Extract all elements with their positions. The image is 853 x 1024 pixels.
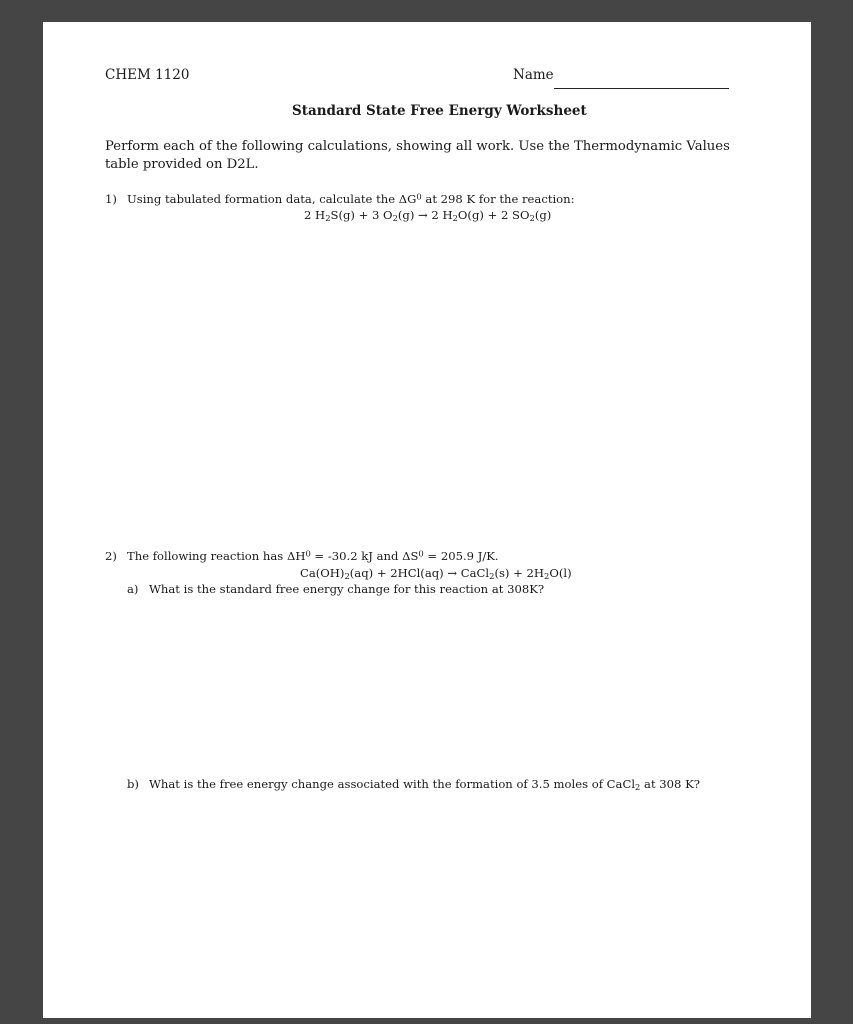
question-2b-label: b) <box>127 777 139 791</box>
name-label: Name <box>513 67 554 83</box>
question-2-equation: $Ca(OH)_2(aq) + 2HCl(aq)$ → CaCl$_2$(s) + $2H_2O(l)$ <box>300 566 572 582</box>
question-1-text: Using tabulated formation data, calculate the $\Delta G^0$ at 298 K for the reaction: <box>127 191 575 206</box>
worksheet-page <box>43 22 811 1018</box>
question-2-number: 2) <box>105 549 117 563</box>
worksheet-title: Standard State Free Energy Worksheet <box>292 103 587 119</box>
question-1-number: 1) <box>105 192 117 206</box>
course-label: CHEM 1120 <box>105 67 190 83</box>
question-1-equation: 2 $H_2S(g) + 3$ $O_2(g) \to 2$ $H_2O(g) + 2$ $SO_2(g)$ <box>304 208 552 224</box>
question-2-text: The following reaction has $\Delta H^0 = -30.2$ kJ and $\Delta S^0 = 205.9$ J/K. <box>127 548 499 563</box>
instructions-text: Perform each of the following calculations, showing all work. Use the Thermodynamic Values table provided on D2L. <box>105 139 730 172</box>
question-2a-text: What is the standard free energy change for this reaction at 308K? <box>149 582 545 596</box>
question-2a-label: a) <box>127 582 139 596</box>
question-2b-text: What is the free energy change associated with the formation of 3.5 moles of CaCl$_2$ at 308 K? <box>149 777 700 793</box>
name-blank-line[interactable] <box>554 88 729 89</box>
